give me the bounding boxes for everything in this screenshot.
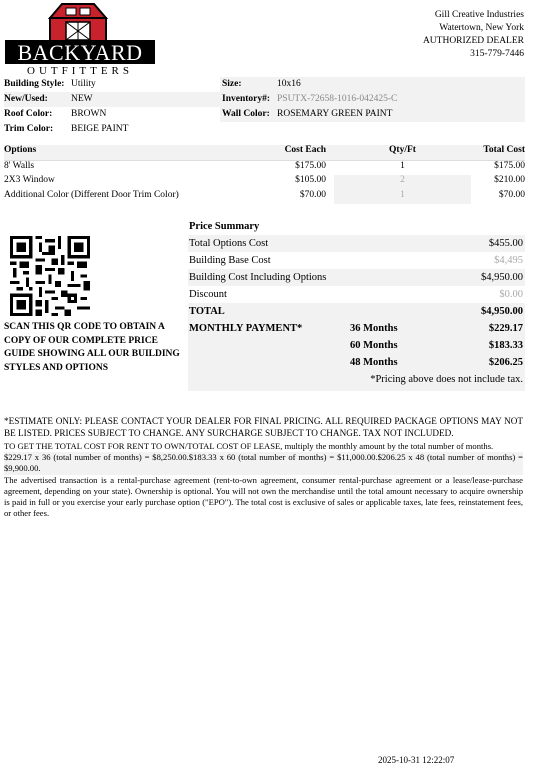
roof-color-label: Roof Color:	[4, 109, 53, 119]
term-amount: $183.33	[488, 340, 523, 351]
option-total: $175.00	[494, 160, 525, 171]
roof-color-value: BROWN	[71, 109, 107, 119]
building-style-label: Building Style:	[4, 79, 65, 89]
tax-note: *Pricing above does not include tax.	[370, 374, 523, 385]
term-amount: $229.17	[488, 323, 523, 334]
backyard-outfitters-logo	[4, 0, 156, 76]
logo-word-backyard: BACKYARD	[17, 40, 143, 65]
price-summary-title-row	[188, 218, 525, 235]
cost-incl-options-value: $4,950.00	[481, 272, 523, 283]
rto-calculation: $229.17 x 36 (total number of months) = $8,250.00.$183.33 x 60 (total number of months) = $11,000.00.$206.25 x 48 (total number of months) = $9,900.00.	[4, 452, 523, 474]
print-timestamp: 2025-10-31 12:22:07	[378, 755, 455, 765]
new-used-value: NEW	[71, 94, 93, 104]
monthly-payment-block	[188, 320, 525, 391]
base-cost-value: $4,495	[494, 255, 523, 266]
total-value: $4,950.00	[481, 306, 523, 317]
discount-label: Discount	[189, 289, 227, 300]
price-row	[188, 303, 525, 320]
rental-disclosure: The advertised transaction is a rental-purchase agreement (rent-to-own agreement, consumer rental-purchase agreement or a lease/lease-purchase agreement, depending on your state). Ownership is optional. You will not own the merchandise until the total amount necessary to acquire ownership is paid in full or you exercise your early purchase option ("EPO"). The total cost is exclusive of sales or applicable taxes, late fees, reinstatement fees, or other fees.	[4, 474, 523, 519]
cost-each-header: Cost Each	[284, 145, 326, 155]
options-table	[4, 145, 525, 204]
option-total: $210.00	[494, 175, 525, 185]
monthly-payment-label: MONTHLY PAYMENT*	[189, 323, 303, 334]
options-header-row	[4, 145, 525, 161]
dealer-info	[423, 9, 524, 61]
dealer-title: AUTHORIZED DEALER	[422, 36, 524, 46]
term-amount: $206.25	[488, 357, 523, 368]
option-qty: 2	[400, 175, 405, 185]
trim-color-label: Trim Color:	[4, 124, 54, 134]
dealer-name: Gill Creative Industries	[434, 10, 524, 20]
term-months: 36 Months	[350, 323, 398, 334]
option-name: 8' Walls	[4, 160, 35, 171]
total-options-value: $455.00	[488, 238, 523, 249]
dealer-phone: 315-779-7446	[470, 49, 524, 59]
base-cost-label: Building Base Cost	[189, 255, 271, 266]
price-row	[188, 252, 525, 269]
building-info	[4, 77, 525, 139]
fine-print	[4, 415, 523, 519]
option-qty: 1	[400, 189, 405, 200]
option-cost: $175.00	[295, 160, 326, 171]
wall-color-value: ROSEMARY GREEN PAINT	[277, 109, 393, 119]
cost-incl-options-label: Building Cost Including Options	[189, 272, 327, 283]
building-style-value: Utility	[71, 79, 96, 89]
option-cost: $70.00	[299, 189, 326, 200]
dealer-city: Watertown, New York	[439, 23, 524, 33]
options-header: Options	[4, 145, 37, 155]
option-cost: $105.00	[295, 175, 326, 185]
option-name: 2X3 Window	[4, 175, 55, 185]
option-qty: 1	[400, 160, 405, 171]
price-row	[188, 286, 525, 303]
table-row	[4, 175, 525, 190]
size-label: Size:	[222, 79, 242, 89]
option-name: Additional Color (Different Door Trim Color)	[4, 189, 179, 200]
rto-instructions: TO GET THE TOTAL COST FOR RENT TO OWN/TOTAL COST OF LEASE, multiply the monthly amount by the total number of months.	[4, 441, 494, 451]
logo-word-outfitters: OUTFITTERS	[27, 65, 133, 76]
total-label: TOTAL	[189, 306, 225, 317]
total-options-label: Total Options Cost	[189, 238, 269, 249]
new-used-label: New/Used:	[4, 94, 48, 104]
estimate-disclaimer: *ESTIMATE ONLY: PLEASE CONTACT YOUR DEALER FOR FINAL PRICING. ALL REQUIRED PACKAGE OPTIONS MAY NOT BE LISTED. PRICES SUBJECT TO CHANGE. ANY SURCHARGE SUBJECT TO CHANGE. TAX NOT INCLUDED.	[4, 416, 523, 438]
table-row	[4, 161, 525, 176]
trim-color-value: BEIGE PAINT	[71, 124, 129, 134]
wall-color-label: Wall Color:	[222, 109, 270, 119]
price-summary	[188, 218, 525, 391]
qr-caption: SCAN THIS QR CODE TO OBTAIN A COPY OF OUR COMPLETE PRICE GUIDE SHOWING ALL OUR BUILDING STYLES AND OPTIONS	[4, 322, 180, 373]
discount-value: $0.00	[499, 289, 523, 300]
option-total: $70.00	[498, 189, 525, 200]
price-row	[188, 235, 525, 252]
term-months: 60 Months	[350, 340, 398, 351]
qty-header: Qty/Ft	[389, 145, 416, 155]
price-row	[188, 269, 525, 286]
size-value: 10x16	[277, 79, 301, 89]
inventory-value: PSUTX-72658-1016-042425-C	[277, 94, 398, 104]
price-summary-title: Price Summary	[189, 221, 260, 232]
inventory-label: Inventory#:	[222, 94, 271, 104]
qr-code[interactable]	[10, 236, 90, 316]
total-cost-header: Total Cost	[483, 145, 525, 155]
term-months: 48 Months	[350, 357, 398, 368]
table-row	[4, 190, 525, 205]
